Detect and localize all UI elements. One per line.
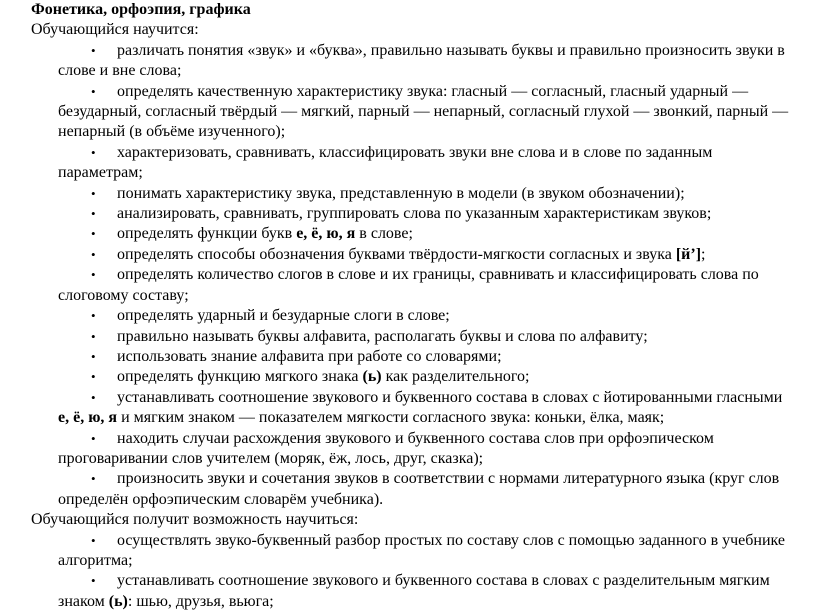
list-item [31, 143, 796, 184]
list-item-text-tail: : шью, друзья, вьюга; [127, 592, 274, 610]
list-item-text-tail: в слове; [355, 225, 413, 243]
list-item [31, 41, 796, 82]
list-item-bold-text: (ь) [362, 368, 382, 386]
list-item-text: определять функции букв [117, 225, 297, 243]
list-item-text: определять функцию мягкого знака [117, 368, 363, 386]
list-item-text: различать понятия «звук» и «буква», правильно называть буквы и правильно произносить звуки в слове и вне слова; [58, 41, 785, 80]
list-item-text: устанавливать соотношение звукового и буквенного состава в словах с разделительным мягким знаком [58, 572, 770, 610]
list-item [31, 429, 796, 470]
list-item [31, 469, 796, 510]
list-item-text-tail: и мягким знаком — показателем мягкости согласного звука: коньки, ёлка, маяк; [117, 409, 665, 427]
list-item-text: анализировать, сравнивать, группировать слова по указанным характеристикам звуков; [117, 205, 712, 223]
list-item [31, 306, 796, 326]
list-item [31, 388, 796, 429]
list-item-text: устанавливать соотношение звукового и буквенного состава в словах с йотированными гласными [117, 388, 783, 406]
list-item-text: определять способы обозначения буквами твёрдости-мягкости согласных и звука [117, 245, 676, 263]
list-item-text: осуществлять звуко-буквенный разбор простых по составу слов с помощью заданного в учебнике алгоритма; [58, 531, 786, 569]
list-item [31, 265, 796, 306]
list-item-text: использовать знание алфавита при работе со словарями; [117, 347, 502, 365]
list-item-bold-text: е, ё, ю, я [58, 409, 118, 427]
list-item [31, 245, 796, 265]
list-item-text: определять качественную характеристику звука: гласный — согласный, гласный ударный — безударный, согласный твёрдый — мягкий, парный — непарный, согласный глухой — звонкий, парный — непарный (в объёме изученного); [58, 82, 789, 141]
list-item-bold-text: е, ё, ю, я [296, 225, 356, 243]
list-item [31, 531, 796, 572]
list-item [31, 204, 796, 224]
list-item [31, 571, 796, 612]
list-item-text-tail: ; [701, 245, 706, 263]
lead-will-learn: Обучающийся научится: [31, 21, 199, 39]
lead-may-learn: Обучающийся получит возможность научиться: [31, 511, 359, 529]
list-item [31, 347, 796, 367]
list-item-text: характеризовать, сравнивать, классифицировать звуки вне слова и в слове по заданным параметрам; [58, 143, 713, 182]
list-item-text: определять ударный и безударные слоги в слове; [117, 307, 450, 325]
list-item-text: правильно называть буквы алфавита, располагать буквы и слова по алфавиту; [117, 327, 648, 345]
list-item-bold-text: (ь) [108, 592, 128, 610]
list-item [31, 82, 796, 143]
list-item-text: произносить звуки и сочетания звуков в соответствии с нормами литературного языка (круг слов определён орфоэпическим словарём учебника). [58, 470, 780, 508]
will-learn-list [31, 41, 816, 510]
list-item-text: находить случаи расхождения звукового и буквенного состава слов при орфоэпическом проговаривании слов учителем (моряк, ёж, лось, друг, сказка); [58, 429, 714, 467]
list-item [31, 184, 796, 204]
list-item [31, 327, 796, 347]
list-item-text: определять количество слогов в слове и их границы, сравнивать и классифицировать слова по слоговому составу; [58, 266, 759, 304]
section-title: Фонетика, орфоэпия, графика [31, 1, 251, 18]
may-learn-list [31, 531, 816, 612]
list-item [31, 224, 796, 244]
list-item-text: понимать характеристику звука, представленную в модели (в звуком обозначении); [117, 184, 685, 202]
list-item-text-tail: как разделительного; [381, 368, 530, 386]
list-item-bold-text: [й’] [675, 245, 702, 263]
list-item [31, 367, 796, 387]
